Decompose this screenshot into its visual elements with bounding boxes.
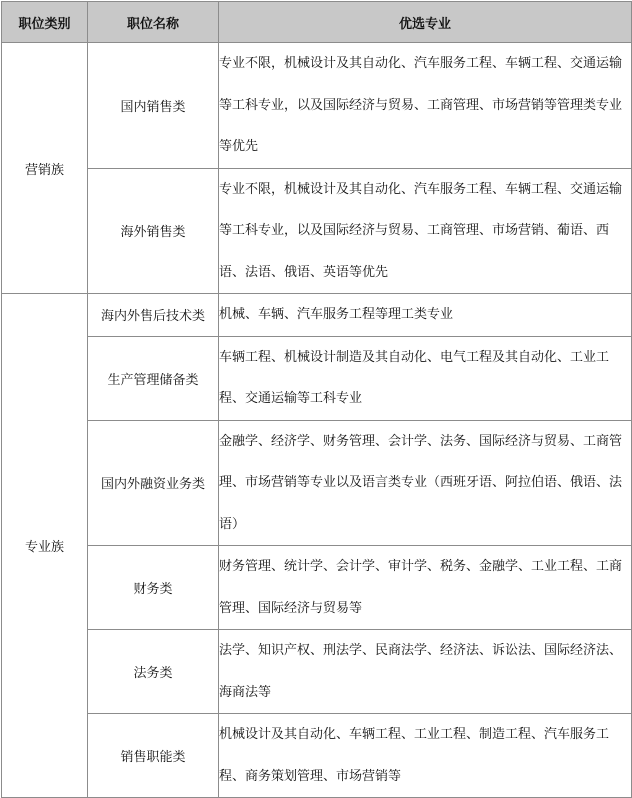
table-row — [2, 630, 632, 714]
position-cell: 国内销售类 — [88, 43, 219, 169]
table-row — [2, 43, 632, 169]
table-row — [2, 168, 632, 294]
position-cell: 财务类 — [88, 546, 219, 630]
position-cell: 国内外融资业务类 — [88, 420, 219, 546]
header-category: 职位类别 — [2, 2, 88, 43]
table-header-row — [2, 2, 632, 43]
position-cell: 海外销售类 — [88, 168, 219, 294]
table-row — [2, 294, 632, 337]
job-majors-table — [1, 1, 632, 798]
position-cell: 法务类 — [88, 630, 219, 714]
category-cell: 营销族 — [2, 43, 88, 294]
majors-cell: 金融学、经济学、财务管理、会计学、法务、国际经济与贸易、工商管理、市场营销等专业以及语言类专业（西班牙语、阿拉伯语、俄语、法语） — [219, 420, 632, 546]
majors-cell: 专业不限，机械设计及其自动化、汽车服务工程、车辆工程、交通运输等工科专业，以及国际经济与贸易、工商管理、市场营销、葡语、西语、法语、俄语、英语等优先 — [219, 168, 632, 294]
position-cell: 销售职能类 — [88, 714, 219, 798]
table-row — [2, 546, 632, 630]
category-cell: 专业族 — [2, 294, 88, 798]
table-row — [2, 336, 632, 420]
majors-cell: 财务管理、统计学、会计学、审计学、税务、金融学、工业工程、工商管理、国际经济与贸易等 — [219, 546, 632, 630]
majors-cell: 机械设计及其自动化、车辆工程、工业工程、制造工程、汽车服务工程、商务策划管理、市场营销等 — [219, 714, 632, 798]
position-cell: 海内外售后技术类 — [88, 294, 219, 337]
majors-cell: 机械、车辆、汽车服务工程等理工类专业 — [219, 294, 632, 337]
header-position: 职位名称 — [88, 2, 219, 43]
position-cell: 生产管理储备类 — [88, 336, 219, 420]
table-row — [2, 420, 632, 546]
table-row — [2, 714, 632, 798]
header-majors: 优选专业 — [219, 2, 632, 43]
majors-cell: 车辆工程、机械设计制造及其自动化、电气工程及其自动化、工业工程、交通运输等工科专业 — [219, 336, 632, 420]
majors-cell: 专业不限，机械设计及其自动化、汽车服务工程、车辆工程、交通运输等工科专业，以及国际经济与贸易、工商管理、市场营销等管理类专业等优先 — [219, 43, 632, 169]
majors-cell: 法学、知识产权、刑法学、民商法学、经济法、诉讼法、国际经济法、海商法等 — [219, 630, 632, 714]
